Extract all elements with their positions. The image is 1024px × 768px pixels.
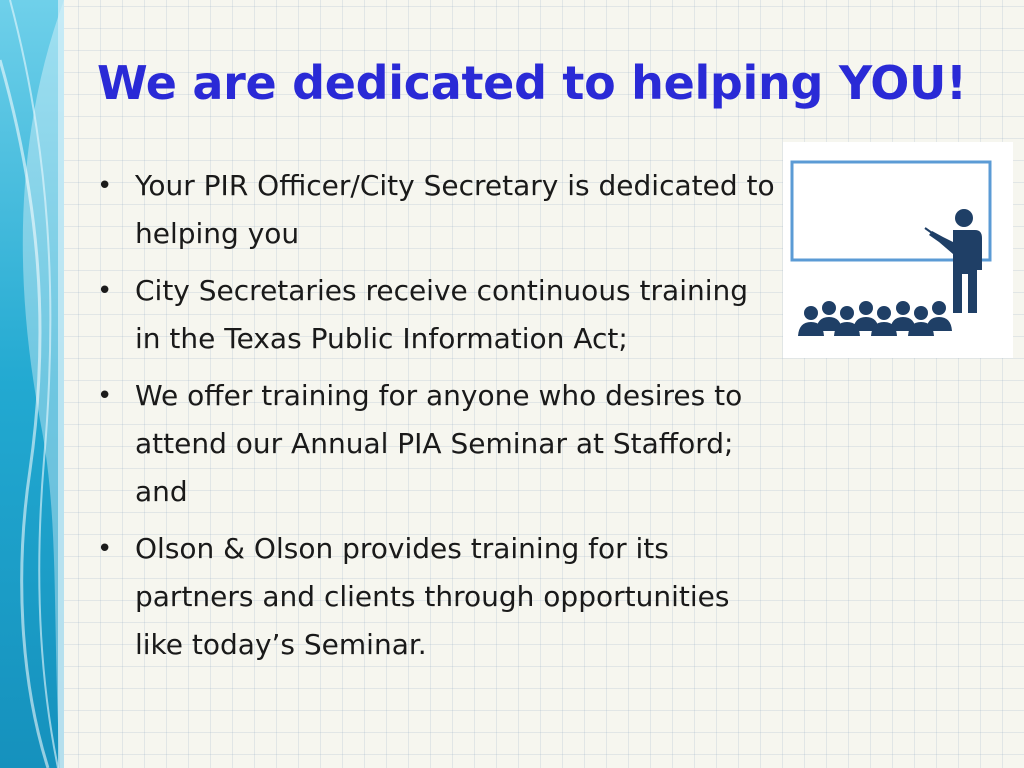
- bullet-marker: •: [97, 381, 113, 411]
- bullet-text: City Secretaries receive continuous training in the Texas Public Information Act;: [135, 274, 749, 355]
- bullet-item: [97, 162, 777, 258]
- bullet-marker: •: [97, 534, 113, 564]
- bullet-item: [97, 267, 777, 363]
- bullet-text: Olson & Olson provides training for its partners and clients through opportunities like today’s Seminar.: [135, 532, 730, 661]
- bullet-list: [97, 162, 777, 678]
- slide-title: We are dedicated to helping YOU!: [97, 56, 967, 110]
- bullet-text: Your PIR Officer/City Secretary is dedicated to helping you: [135, 169, 775, 250]
- decorative-side-band: [0, 0, 64, 768]
- bullet-marker: •: [97, 276, 113, 306]
- bullet-marker: •: [97, 171, 113, 201]
- classroom-presentation-icon: [783, 142, 1013, 358]
- bullet-text: We offer training for anyone who desires to attend our Annual PIA Seminar at Stafford; and: [135, 379, 743, 508]
- bullet-item: [97, 525, 777, 669]
- bullet-item: [97, 372, 777, 516]
